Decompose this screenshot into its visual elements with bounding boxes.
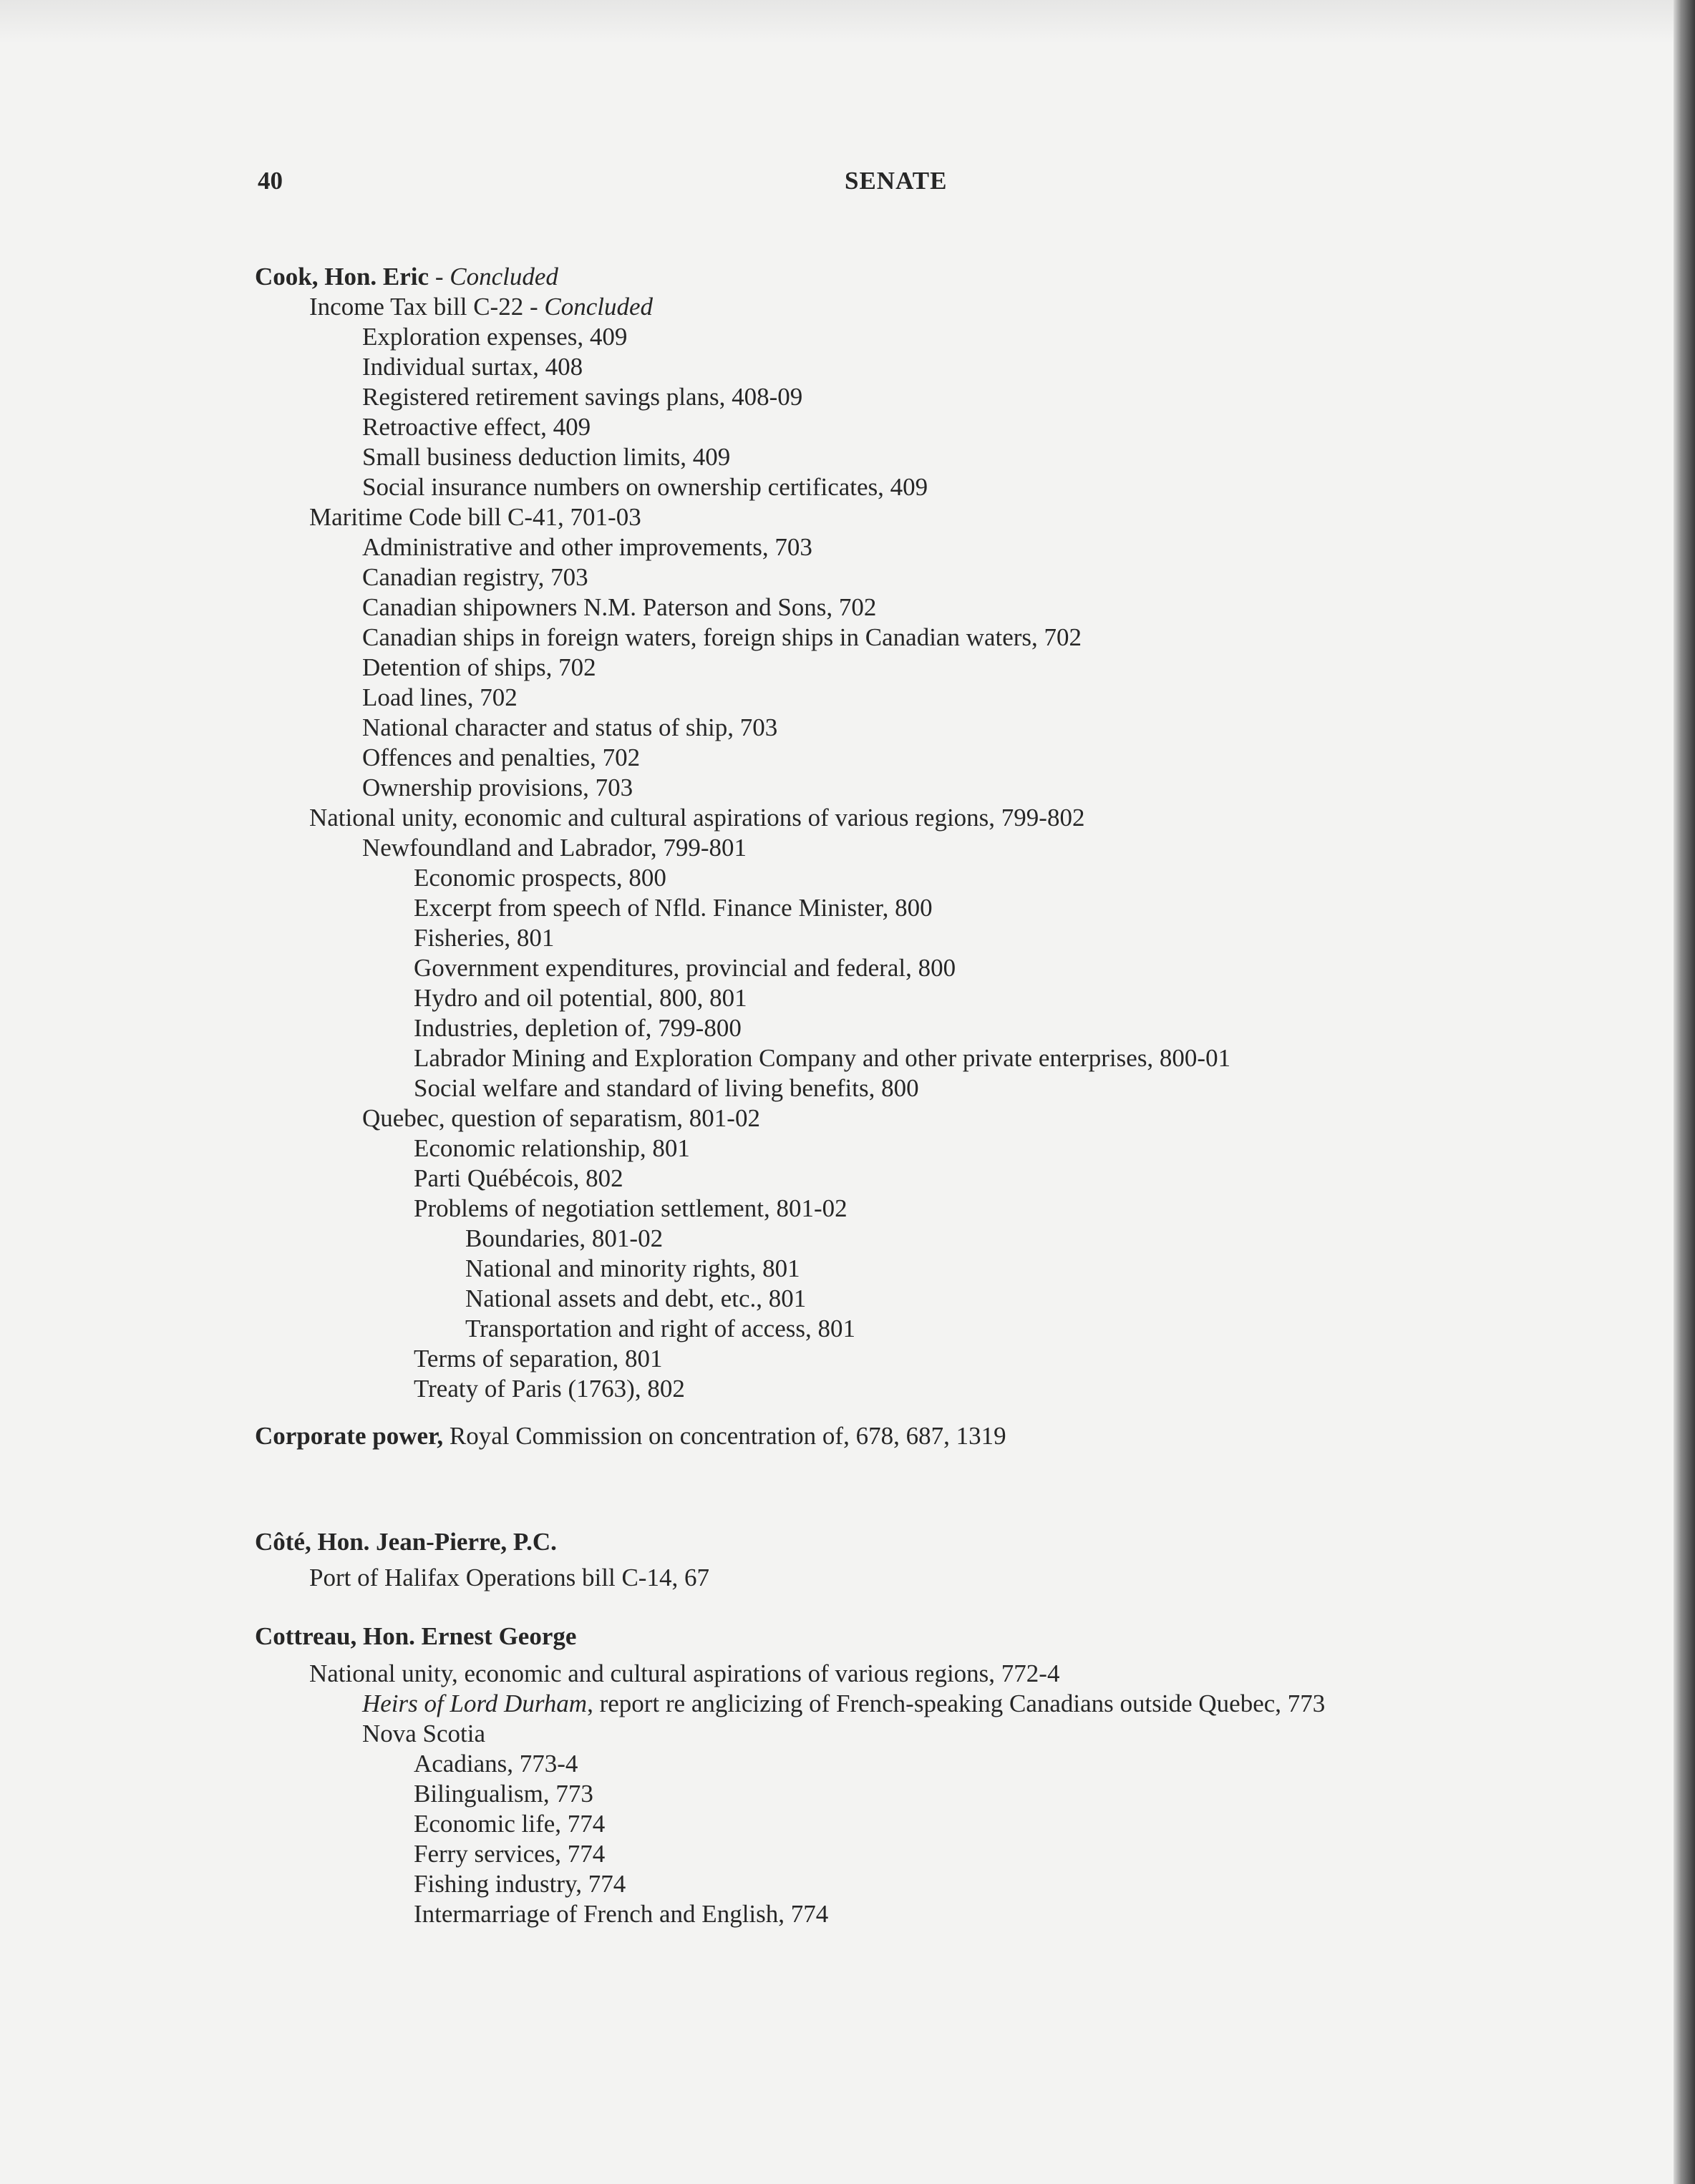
index-item: Terms of separation, 801 [414, 1345, 663, 1373]
index-item: Hydro and oil potential, 800, 801 [414, 984, 747, 1012]
index-item: Treaty of Paris (1763), 802 [414, 1375, 685, 1403]
index-item: Excerpt from speech of Nfld. Finance Minister, 800 [414, 894, 933, 922]
continued-label: Concluded [450, 263, 558, 291]
index-item: Bilingualism, 773 [414, 1780, 593, 1808]
index-item: Retroactive effect, 409 [362, 413, 591, 441]
index-item: Acadians, 773-4 [414, 1750, 578, 1778]
index-item: Small business deduction limits, 409 [362, 443, 731, 471]
heading-name: Cook, Hon. Eric [255, 263, 429, 291]
subentry-label: Income Tax bill C-22 - [309, 293, 545, 321]
index-item: Problems of negotiation settlement, 801-02 [414, 1194, 848, 1222]
subentry-heirs-of-lord-durham [362, 1689, 1325, 1719]
index-heading-cote [255, 1527, 557, 1557]
index-item: Fisheries, 801 [414, 924, 555, 952]
index-item: Exploration expenses, 409 [362, 323, 628, 351]
page-top-shadow [0, 0, 1674, 43]
subentry-national-unity: National unity, economic and cultural aspirations of various regions, 772-4 [309, 1659, 1060, 1687]
index-item: Social welfare and standard of living benefits, 800 [414, 1074, 919, 1102]
index-item: Economic relationship, 801 [414, 1134, 690, 1162]
index-item: Labrador Mining and Exploration Company and other private enterprises, 800-01 [414, 1044, 1231, 1072]
index-item: National character and status of ship, 703 [362, 713, 778, 741]
index-item: Registered retirement savings plans, 408-09 [362, 383, 803, 411]
index-heading-cook [255, 262, 558, 292]
index-item: Transportation and right of access, 801 [465, 1315, 855, 1342]
index-item: Social insurance numbers on ownership certificates, 409 [362, 473, 928, 501]
index-item: Intermarriage of French and English, 774 [414, 1900, 829, 1928]
index-item: Economic prospects, 800 [414, 864, 666, 892]
heading-name: Cottreau, Hon. Ernest George [255, 1622, 577, 1650]
index-heading-corporate-power [255, 1421, 1006, 1451]
index-item: Canadian shipowners N.M. Paterson and Sons, 702 [362, 593, 877, 621]
subentry-nova-scotia: Nova Scotia [362, 1720, 486, 1747]
index-item: Load lines, 702 [362, 683, 518, 711]
index-item: Canadian registry, 703 [362, 563, 588, 591]
subentry-quebec: Quebec, question of separatism, 801-02 [362, 1104, 760, 1132]
heading-name: Corporate power, [255, 1422, 444, 1450]
subentry-newfoundland: Newfoundland and Labrador, 799-801 [362, 834, 747, 862]
index-item: Boundaries, 801-02 [465, 1224, 664, 1252]
index-item: Port of Halifax Operations bill C-14, 67 [309, 1564, 709, 1591]
heading-text: Royal Commission on concentration of, 678, 687, 1319 [443, 1422, 1006, 1450]
index-item: Ownership provisions, 703 [362, 774, 633, 801]
index-item: Ferry services, 774 [414, 1840, 606, 1868]
subentry-income-tax [309, 292, 653, 322]
index-item: Industries, depletion of, 799-800 [414, 1014, 742, 1042]
index-item: Parti Québécois, 802 [414, 1164, 623, 1192]
report-title: Heirs of Lord Durham [362, 1690, 588, 1717]
index-item: Economic life, 774 [414, 1810, 606, 1838]
index-heading-cottreau [255, 1622, 576, 1652]
index-item: Detention of ships, 702 [362, 653, 596, 681]
running-head: SENATE [845, 167, 948, 195]
scan-right-edge [1674, 0, 1695, 2184]
index-item: Canadian ships in foreign waters, foreign ships in Canadian waters, 702 [362, 623, 1082, 651]
continued-label: Concluded [544, 293, 654, 321]
heading-name: Côté, Hon. Jean-Pierre, P.C. [255, 1528, 557, 1556]
index-item: National and minority rights, 801 [465, 1254, 800, 1282]
index-item: Government expenditures, provincial and federal, 800 [414, 954, 956, 982]
index-item: National assets and debt, etc., 801 [465, 1284, 807, 1312]
subentry-national-unity: National unity, economic and cultural aspirations of various regions, 799-802 [309, 804, 1085, 832]
continued-separator: - [429, 263, 450, 291]
index-item: Individual surtax, 408 [362, 353, 583, 381]
subentry-maritime-code: Maritime Code bill C-41, 701-03 [309, 503, 641, 531]
report-text: , report re anglicizing of French-speaking Canadians outside Quebec, 773 [587, 1690, 1326, 1717]
page-number: 40 [258, 167, 283, 195]
index-item: Offences and penalties, 702 [362, 744, 641, 771]
index-item: Administrative and other improvements, 703 [362, 533, 812, 561]
index-item: Fishing industry, 774 [414, 1870, 626, 1898]
